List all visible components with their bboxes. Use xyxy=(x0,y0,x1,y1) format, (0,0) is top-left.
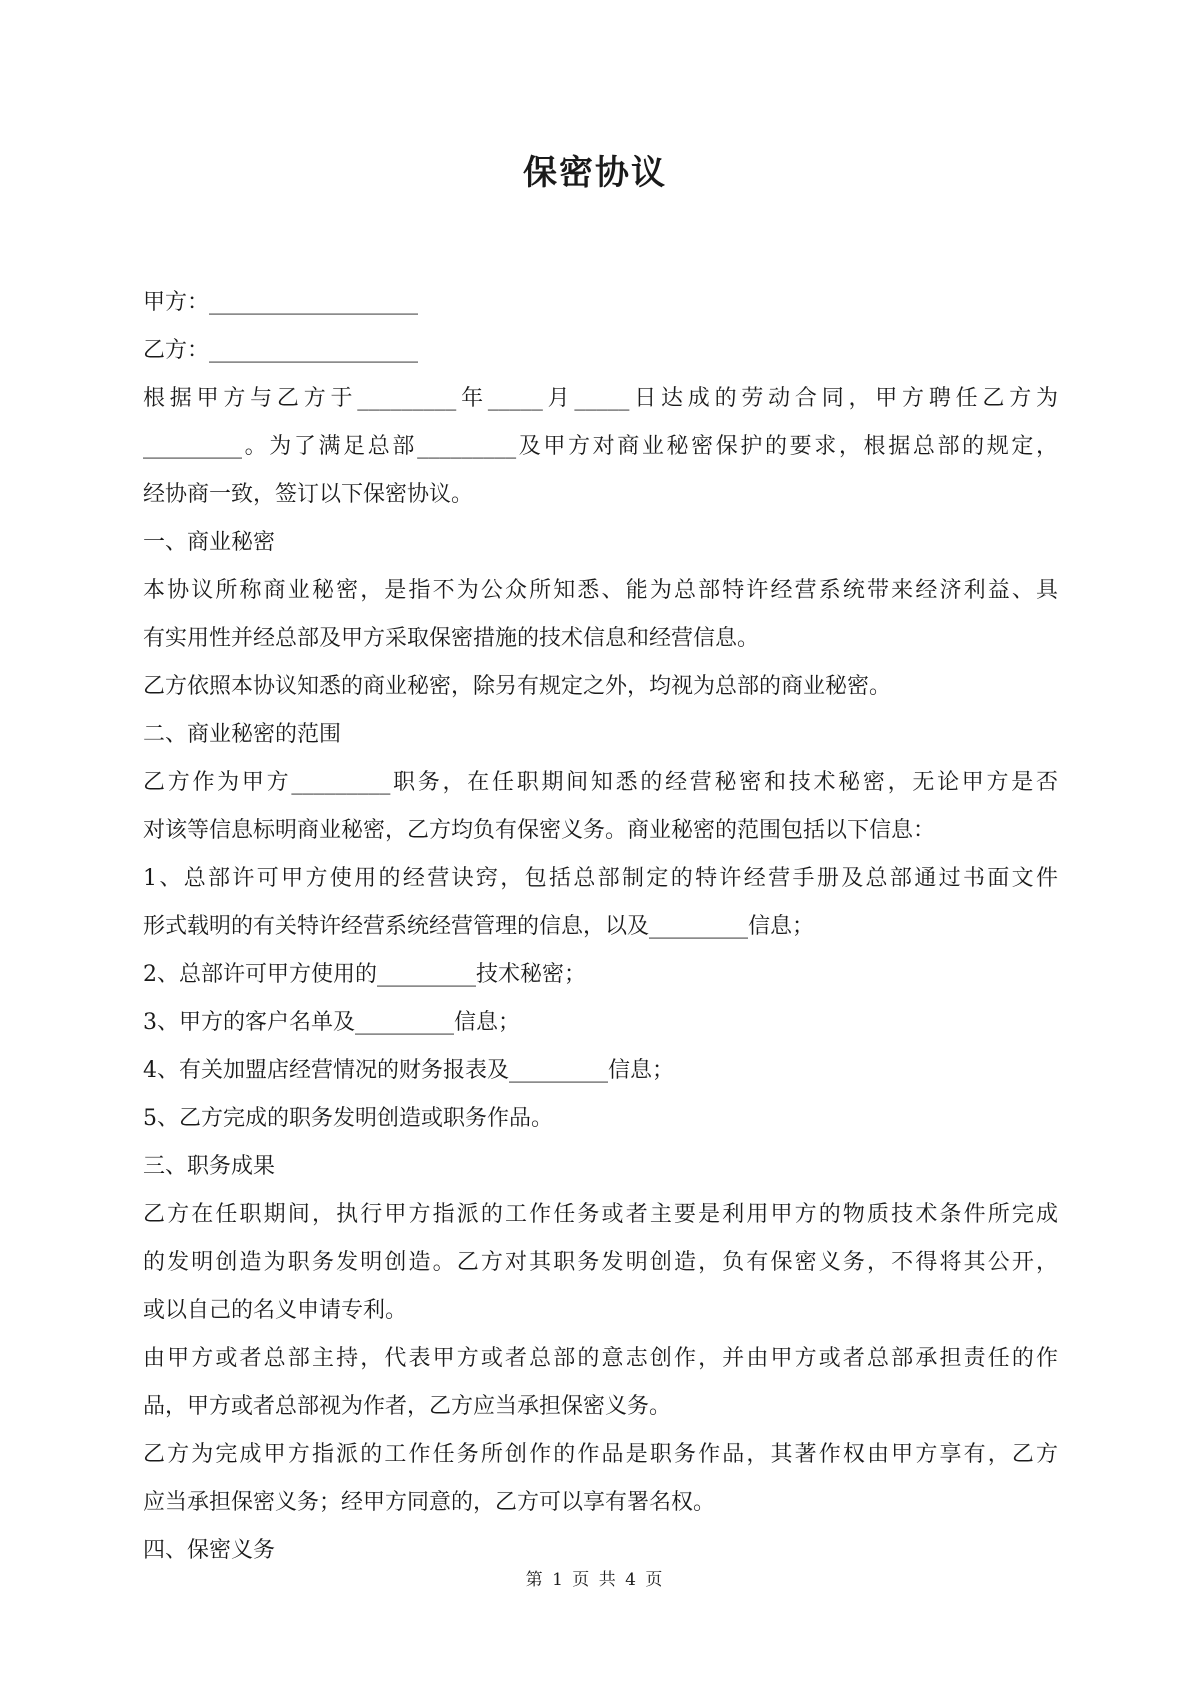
text-line: 由甲方或者总部主持，代表甲方或者总部的意志创作，并由甲方或者总部承担责任的作 xyxy=(143,1346,1058,1371)
text-line: 乙方为完成甲方指派的工作任务所创作的作品是职务作品，其著作权由甲方享有，乙方 xyxy=(143,1442,1058,1467)
text-line: 2、总部许可甲方使用的_________技术秘密； xyxy=(143,962,586,987)
text-line: 品，甲方或者总部视为作者，乙方应当承担保密义务。 xyxy=(143,1394,672,1419)
text-line: 乙方：___________________ xyxy=(143,338,419,363)
text-line: 三、职务成果 xyxy=(143,1154,276,1179)
text-line: 对该等信息标明商业秘密，乙方均负有保密义务。商业秘密的范围包括以下信息： xyxy=(143,818,936,843)
text-line: 甲方：___________________ xyxy=(143,290,419,315)
text-line: 乙方依照本协议知悉的商业秘密，除另有规定之外，均视为总部的商业秘密。 xyxy=(143,674,892,699)
document-title: 保密协议 xyxy=(523,153,667,193)
text-line: 应当承担保密义务；经甲方同意的，乙方可以享有署名权。 xyxy=(143,1490,716,1515)
text-line: 的发明创造为职务发明创造。乙方对其职务发明创造，负有保密义务，不得将其公开， xyxy=(143,1250,1058,1275)
text-line: 二、商业秘密的范围 xyxy=(143,722,342,747)
text-line: 有实用性并经总部及甲方采取保密措施的技术信息和经营信息。 xyxy=(143,626,760,651)
text-line: 根据甲方与乙方于_________年_____月_____日达成的劳动合同，甲方聘任乙方为 xyxy=(143,386,1058,411)
text-line: 3、甲方的客户名单及_________信息； xyxy=(143,1010,520,1035)
text-line: 本协议所称商业秘密，是指不为公众所知悉、能为总部特许经营系统带来经济利益、具 xyxy=(143,578,1058,603)
text-line: 5、乙方完成的职务发明创造或职务作品。 xyxy=(143,1106,553,1131)
text-line: 乙方作为甲方_________职务，在任职期间知悉的经营秘密和技术秘密，无论甲方是否 xyxy=(143,770,1058,795)
text-line: 或以自己的名义申请专利。 xyxy=(143,1298,408,1323)
text-line: 四、保密义务 xyxy=(143,1538,276,1563)
text-line: 经协商一致，签订以下保密协议。 xyxy=(143,482,474,507)
text-line: 乙方在任职期间，执行甲方指派的工作任务或者主要是利用甲方的物质技术条件所完成 xyxy=(143,1202,1058,1227)
document-body xyxy=(143,279,1058,1575)
text-line: 4、有关加盟店经营情况的财务报表及_________信息； xyxy=(143,1058,674,1083)
text-line: 一、商业秘密 xyxy=(143,530,276,555)
text-line: 1、总部许可甲方使用的经营诀窍，包括总部制定的特许经营手册及总部通过书面文件 xyxy=(143,866,1058,891)
text-line: 形式载明的有关特许经营系统经营管理的信息，以及_________信息； xyxy=(143,914,815,939)
text-line: _________。为了满足总部_________及甲方对商业秘密保护的要求，根据总部的规定， xyxy=(143,434,1058,459)
page-footer: 第 1 页 共 4 页 xyxy=(525,1570,665,1590)
